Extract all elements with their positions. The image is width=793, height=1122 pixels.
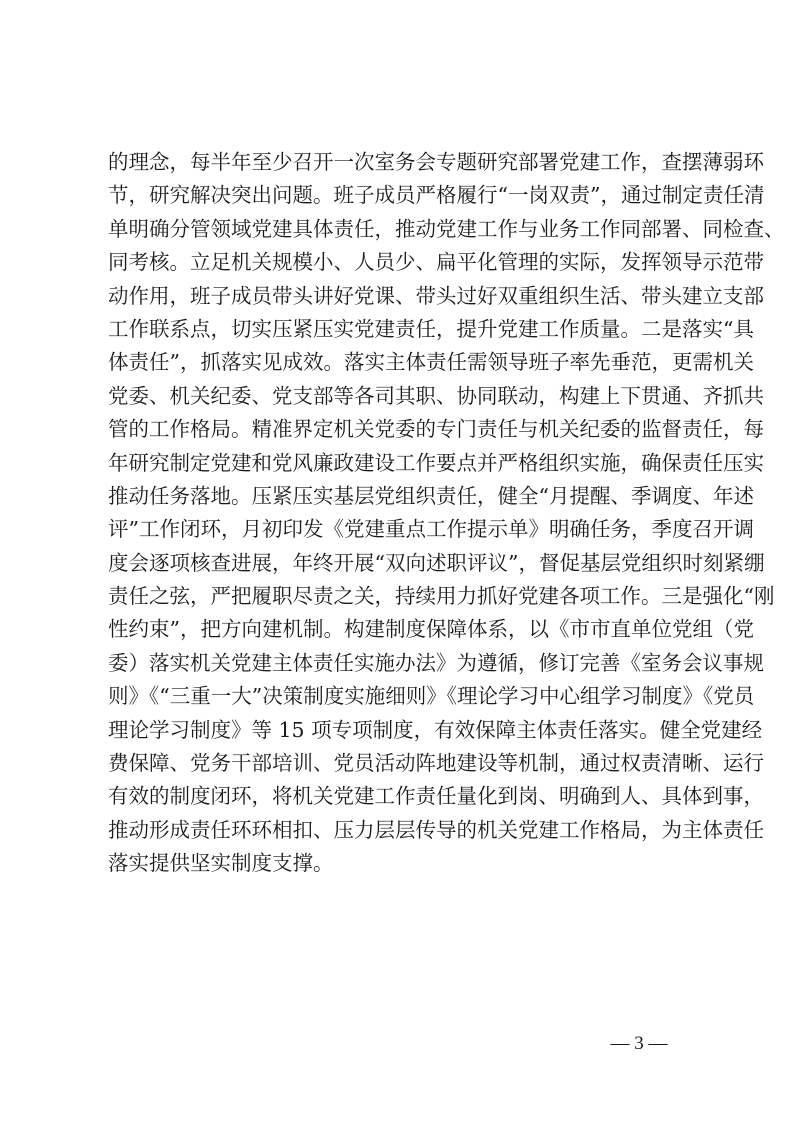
paragraph-line: 推动任务落地。压紧压实基层党组织责任，健全“月提醒、季调度、年述	[108, 483, 754, 508]
paragraph-line: 管的工作格局。精准界定机关党委的专门责任与机关纪委的监督责任，每	[108, 417, 764, 442]
paragraph-line: 单明确分管领域党建具体责任，推动党建工作与业务工作同部署、同检查、	[108, 216, 785, 241]
paragraph-line: 体责任”，抓落实见成效。落实主体责任需领导班子率先垂范，更需机关	[108, 350, 754, 375]
paragraph-line: 责任之弦，严把履职尽责之关，持续用力抓好党建各项工作。三是强化“刚	[108, 584, 775, 609]
body-paragraph	[108, 146, 785, 881]
paragraph-line: 委）落实机关党建主体责任实施办法》为遵循，修订完善《室务会议事规	[108, 650, 764, 675]
paragraph-line: 则》《“三重一大”决策制度实施细则》《理论学习中心组学习制度》《党员	[108, 684, 755, 709]
paragraph-line: 党委、机关纪委、党支部等各司其职、协同联动，构建上下贯通、齐抓共	[108, 383, 764, 408]
paragraph-line: 有效的制度闭环，将机关党建工作责任量化到岗、明确到人、具体到事，	[108, 784, 764, 809]
paragraph-line: 同考核。立足机关规模小、人员少、扁平化管理的实际，发挥领导示范带	[108, 250, 764, 275]
paragraph-line: 性约束”，把方向建机制。构建制度保障体系，以《市市直单位党组（党	[108, 617, 754, 642]
page-number: — 3 —	[610, 1033, 668, 1054]
paragraph-line: 度会逐项核查进展，年终开展“双向述职评议”，督促基层党组织时刻紧绷	[108, 550, 765, 575]
paragraph-line: 动作用，班子成员带头讲好党课、带头过好双重组织生活、带头建立支部	[108, 283, 764, 308]
paragraph-line: 年研究制定党建和党风廉政建设工作要点并严格组织实施，确保责任压实	[108, 450, 764, 475]
paragraph-line: 理论学习制度》等 15 项专项制度，有效保障主体责任落实。健全党建经	[108, 717, 763, 742]
paragraph-line-last: 落实提供坚实制度支撑。	[108, 851, 334, 876]
paragraph-line: 评”工作闭环，月初印发《党建重点工作提示单》明确任务，季度召开调	[108, 517, 754, 542]
paragraph-line: 推动形成责任环环相扣、压力层层传导的机关党建工作格局，为主体责任	[108, 817, 764, 842]
paragraph-line: 工作联系点，切实压紧压实党建责任，提升党建工作质量。二是落实“具	[108, 316, 754, 341]
paragraph-line: 费保障、党务干部培训、党员活动阵地建设等机制，通过权责清晰、运行	[108, 751, 764, 776]
paragraph-line: 节，研究解决突出问题。班子成员严格履行“一岗双责”，通过制定责任清	[108, 183, 765, 208]
paragraph-line: 的理念，每半年至少召开一次室务会专题研究部署党建工作，查摆薄弱环	[108, 150, 764, 174]
